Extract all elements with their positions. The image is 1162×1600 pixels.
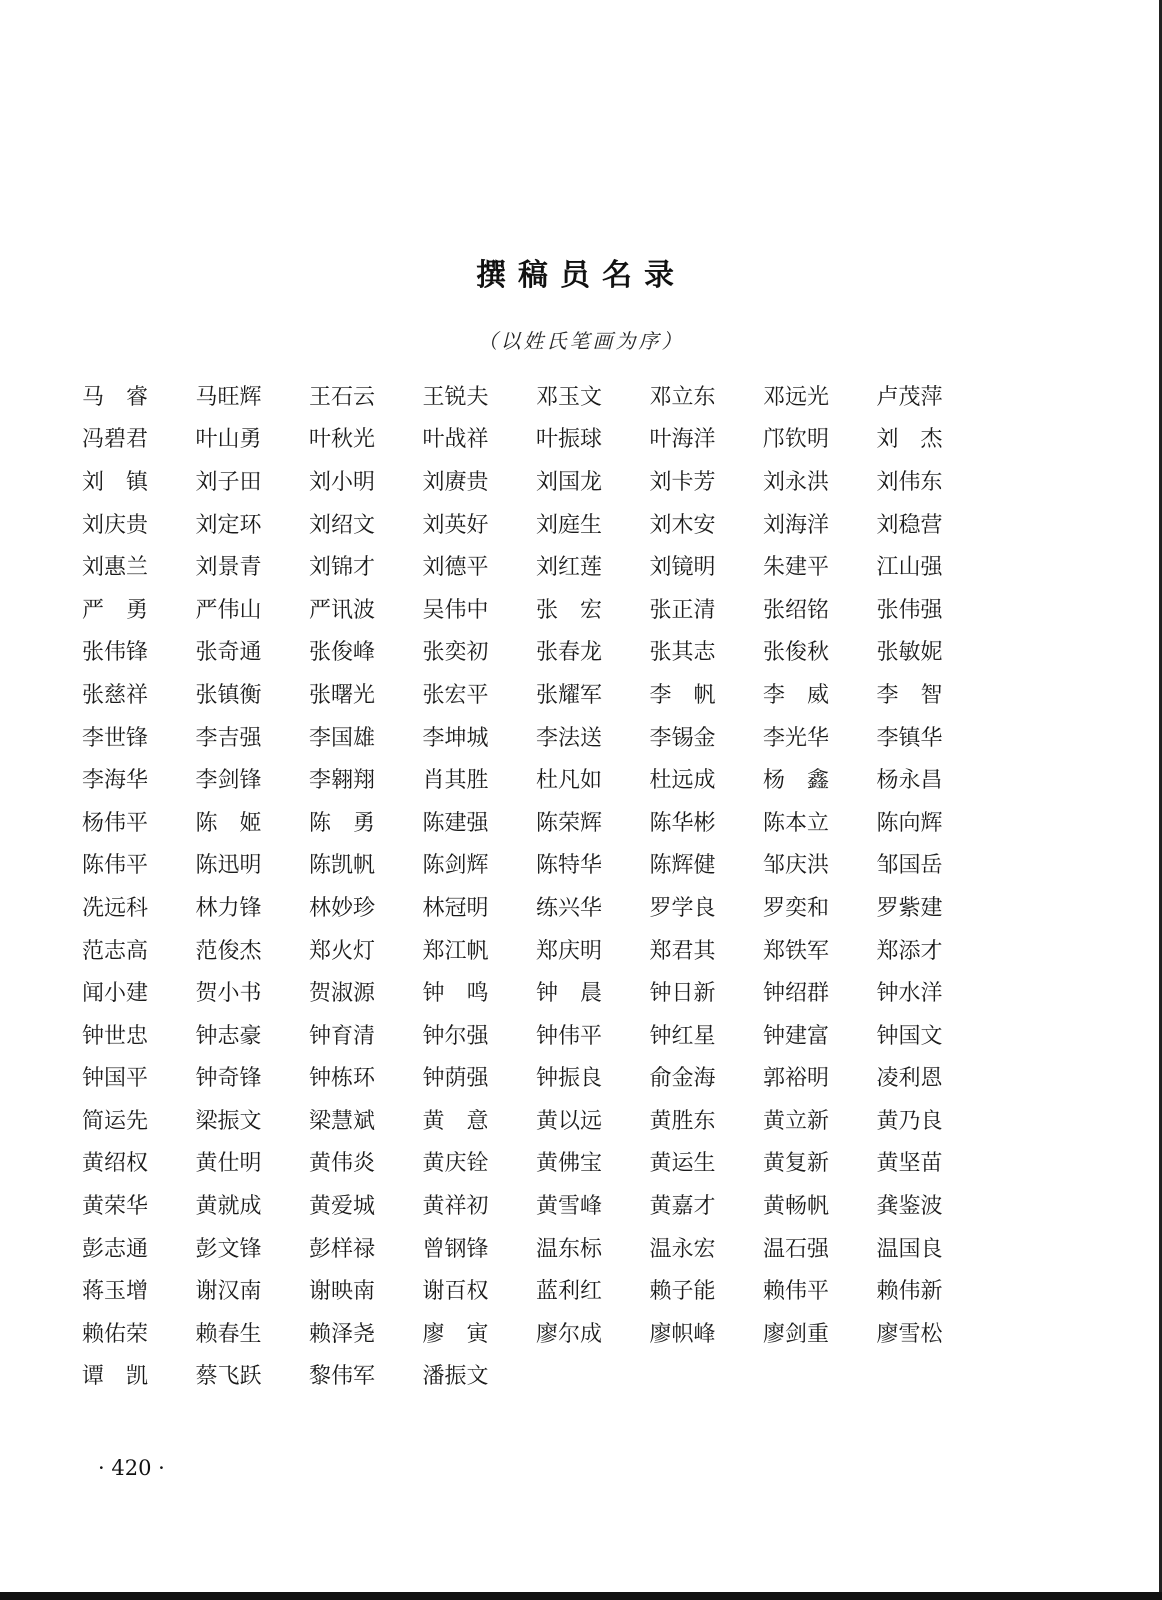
contributor-name: 刘惠兰 xyxy=(82,555,149,581)
name-row xyxy=(82,630,1082,673)
name-row xyxy=(82,1268,1082,1311)
contributor-name: 卢茂萍 xyxy=(876,384,943,410)
contributor-name: 杨永昌 xyxy=(876,768,943,794)
contributor-name: 温永宏 xyxy=(649,1236,716,1262)
contributor-name: 李 帆 xyxy=(649,682,716,708)
contributor-name: 谢汉南 xyxy=(195,1279,262,1305)
name-row xyxy=(82,715,1082,758)
scan-edge-bottom xyxy=(0,1592,1162,1600)
contributor-name: 叶秋光 xyxy=(309,427,376,453)
contributor-name: 温国良 xyxy=(876,1236,943,1262)
contributor-name: 赖泽尧 xyxy=(309,1321,376,1347)
contributor-name: 张慈祥 xyxy=(82,682,149,708)
contributor-name: 邹国岳 xyxy=(876,853,943,879)
contributor-name: 陈 勇 xyxy=(309,810,376,836)
contributor-name: 钟 晨 xyxy=(536,981,603,1007)
contributor-name: 张宏平 xyxy=(422,682,489,708)
name-row xyxy=(82,1226,1082,1269)
contributor-name: 刘红莲 xyxy=(536,555,603,581)
contributor-name: 钟绍群 xyxy=(763,981,830,1007)
contributor-name: 黎伟军 xyxy=(309,1364,376,1390)
contributor-name: 张奕初 xyxy=(422,640,489,666)
contributor-name: 李翱翔 xyxy=(309,768,376,794)
contributor-name: 黄佛宝 xyxy=(536,1151,603,1177)
contributor-name: 邓立东 xyxy=(649,384,716,410)
contributor-name: 闻小建 xyxy=(82,981,149,1007)
contributor-name: 陈迅明 xyxy=(195,853,262,879)
contributor-name: 梁振文 xyxy=(195,1108,262,1134)
contributor-name: 范志高 xyxy=(82,938,149,964)
contributor-name: 温石强 xyxy=(763,1236,830,1262)
contributor-name: 林力锋 xyxy=(195,895,262,921)
name-row xyxy=(82,459,1082,502)
contributor-name: 钟国平 xyxy=(82,1066,149,1092)
contributor-name: 刘稳营 xyxy=(876,512,943,538)
name-row xyxy=(82,970,1082,1013)
contributor-name: 刘庆贵 xyxy=(82,512,149,538)
name-row xyxy=(82,1013,1082,1056)
contributor-name: 李光华 xyxy=(763,725,830,751)
contributor-name: 张 宏 xyxy=(536,597,603,623)
contributor-name: 练兴华 xyxy=(536,895,603,921)
name-row xyxy=(82,1141,1082,1184)
contributor-name: 张耀军 xyxy=(536,682,603,708)
contributor-name: 廖尔成 xyxy=(536,1321,603,1347)
contributor-name: 刘海洋 xyxy=(763,512,830,538)
name-row xyxy=(82,757,1082,800)
contributor-name: 刘英好 xyxy=(422,512,489,538)
contributor-name: 刘景青 xyxy=(195,555,262,581)
name-row xyxy=(82,544,1082,587)
contributor-name: 黄绍权 xyxy=(82,1151,149,1177)
contributor-name: 王石云 xyxy=(309,384,376,410)
contributor-name: 刘 镇 xyxy=(82,469,149,495)
contributor-name: 黄复新 xyxy=(763,1151,830,1177)
contributor-name: 钟育清 xyxy=(309,1023,376,1049)
contributor-name: 黄仕明 xyxy=(195,1151,262,1177)
contributor-name: 罗学良 xyxy=(649,895,716,921)
contributor-name: 刘定环 xyxy=(195,512,262,538)
contributor-name: 钟水洋 xyxy=(876,981,943,1007)
contributor-name: 刘 杰 xyxy=(876,427,943,453)
contributor-name: 钟伟平 xyxy=(536,1023,603,1049)
contributor-name: 钟奇锋 xyxy=(195,1066,262,1092)
contributor-name: 刘赓贵 xyxy=(422,469,489,495)
contributor-name: 简运先 xyxy=(82,1108,149,1134)
contributor-name: 谢映南 xyxy=(309,1279,376,1305)
contributor-name: 叶山勇 xyxy=(195,427,262,453)
contributor-name: 蔡飞跃 xyxy=(195,1364,262,1390)
contributor-name: 谭 凯 xyxy=(82,1364,149,1390)
contributor-name: 邓远光 xyxy=(763,384,830,410)
contributor-name: 严伟山 xyxy=(195,597,262,623)
name-row xyxy=(82,885,1082,928)
contributor-name: 严讯波 xyxy=(309,597,376,623)
contributor-name: 贺小书 xyxy=(195,981,262,1007)
contributor-name: 黄伟炎 xyxy=(309,1151,376,1177)
contributor-name: 叶海洋 xyxy=(649,427,716,453)
contributor-name: 廖帜峰 xyxy=(649,1321,716,1347)
contributor-name: 张正清 xyxy=(649,597,716,623)
contributor-name: 黄以远 xyxy=(536,1108,603,1134)
contributor-name: 彭样禄 xyxy=(309,1236,376,1262)
contributor-name: 潘振文 xyxy=(422,1364,489,1390)
contributor-name: 李 威 xyxy=(763,682,830,708)
contributor-name: 罗奕和 xyxy=(763,895,830,921)
contributor-name: 钟建富 xyxy=(763,1023,830,1049)
contributor-name: 严 勇 xyxy=(82,597,149,623)
contributor-name: 黄祥初 xyxy=(422,1194,489,1220)
contributor-name: 赖伟平 xyxy=(763,1279,830,1305)
contributor-name: 凌利恩 xyxy=(876,1066,943,1092)
contributor-name: 蓝利红 xyxy=(536,1279,603,1305)
contributor-name: 叶振球 xyxy=(536,427,603,453)
contributor-name: 冼远科 xyxy=(82,895,149,921)
contributor-name: 黄爱城 xyxy=(309,1194,376,1220)
contributor-name: 赖伟新 xyxy=(876,1279,943,1305)
contributor-name: 黄坚苗 xyxy=(876,1151,943,1177)
contributor-name: 龚鉴波 xyxy=(876,1194,943,1220)
contributor-name: 黄胜东 xyxy=(649,1108,716,1134)
contributor-name: 梁慧斌 xyxy=(309,1108,376,1134)
name-row xyxy=(82,1311,1082,1354)
contributor-name: 李剑锋 xyxy=(195,768,262,794)
contributor-name: 李世锋 xyxy=(82,725,149,751)
contributor-name: 王锐夫 xyxy=(422,384,489,410)
contributor-name: 邓玉文 xyxy=(536,384,603,410)
contributor-name: 张其志 xyxy=(649,640,716,666)
contributor-name: 张俊秋 xyxy=(763,640,830,666)
contributor-name: 陈建强 xyxy=(422,810,489,836)
contributor-name: 张奇通 xyxy=(195,640,262,666)
contributor-name: 黄乃良 xyxy=(876,1108,943,1134)
contributor-name: 刘永洪 xyxy=(763,469,830,495)
contributor-name: 彭志通 xyxy=(82,1236,149,1262)
contributor-name: 杨伟平 xyxy=(82,810,149,836)
contributor-name: 彭文锋 xyxy=(195,1236,262,1262)
contributor-name: 黄畅帆 xyxy=(763,1194,830,1220)
contributor-name: 钟日新 xyxy=(649,981,716,1007)
contributor-name: 范俊杰 xyxy=(195,938,262,964)
contributor-name: 马 睿 xyxy=(82,384,149,410)
contributor-name: 钟荫强 xyxy=(422,1066,489,1092)
page-title: 撰稿员名录 xyxy=(476,258,686,293)
contributor-name: 黄 意 xyxy=(422,1108,489,1134)
contributor-name: 钟振良 xyxy=(536,1066,603,1092)
contributor-name: 邝钦明 xyxy=(763,427,830,453)
contributor-name: 刘小明 xyxy=(309,469,376,495)
contributor-name: 邹庆洪 xyxy=(763,853,830,879)
contributor-name: 钟国文 xyxy=(876,1023,943,1049)
contributor-name: 张伟锋 xyxy=(82,640,149,666)
contributor-name: 刘德平 xyxy=(422,555,489,581)
contributor-name: 陈剑辉 xyxy=(422,853,489,879)
name-row xyxy=(82,502,1082,545)
contributor-name: 赖春生 xyxy=(195,1321,262,1347)
name-row xyxy=(82,672,1082,715)
contributor-name: 郭裕明 xyxy=(763,1066,830,1092)
contributor-name: 刘木安 xyxy=(649,512,716,538)
contributor-name: 赖子能 xyxy=(649,1279,716,1305)
contributor-name: 郑铁军 xyxy=(763,938,830,964)
contributor-name: 刘国龙 xyxy=(536,469,603,495)
contributor-name: 杨 鑫 xyxy=(763,768,830,794)
contributor-name: 张伟强 xyxy=(876,597,943,623)
contributor-name: 李法送 xyxy=(536,725,603,751)
contributor-name: 俞金海 xyxy=(649,1066,716,1092)
contributor-name: 黄运生 xyxy=(649,1151,716,1177)
name-row xyxy=(82,1056,1082,1099)
contributor-name: 叶战祥 xyxy=(422,427,489,453)
contributor-name: 钟志豪 xyxy=(195,1023,262,1049)
contributor-name: 陈荣辉 xyxy=(536,810,603,836)
contributor-name: 李海华 xyxy=(82,768,149,794)
contributor-name: 钟尔强 xyxy=(422,1023,489,1049)
name-row xyxy=(82,374,1082,417)
contributor-name: 冯碧君 xyxy=(82,427,149,453)
contributor-name: 马旺辉 xyxy=(195,384,262,410)
contributor-name: 黄就成 xyxy=(195,1194,262,1220)
contributor-name: 陈本立 xyxy=(763,810,830,836)
contributor-name: 郑庆明 xyxy=(536,938,603,964)
contributor-name: 陈凯帆 xyxy=(309,853,376,879)
contributor-name: 张绍铭 xyxy=(763,597,830,623)
contributor-name: 林妙珍 xyxy=(309,895,376,921)
contributor-name: 黄庆铨 xyxy=(422,1151,489,1177)
contributor-name: 赖佑荣 xyxy=(82,1321,149,1347)
name-row xyxy=(82,1098,1082,1141)
contributor-name: 李吉强 xyxy=(195,725,262,751)
contributor-name: 钟世忠 xyxy=(82,1023,149,1049)
contributor-name: 陈辉健 xyxy=(649,853,716,879)
contributor-name: 廖剑重 xyxy=(763,1321,830,1347)
contributor-name: 张春龙 xyxy=(536,640,603,666)
contributor-name: 黄荣华 xyxy=(82,1194,149,1220)
contributor-name: 钟栋环 xyxy=(309,1066,376,1092)
contributor-name: 陈华彬 xyxy=(649,810,716,836)
contributor-name: 李 智 xyxy=(876,682,943,708)
contributor-name: 谢百权 xyxy=(422,1279,489,1305)
contributor-name: 江山强 xyxy=(876,555,943,581)
contributor-name: 温东标 xyxy=(536,1236,603,1262)
contributor-name: 廖 寅 xyxy=(422,1321,489,1347)
contributor-name: 朱建平 xyxy=(763,555,830,581)
name-row xyxy=(82,417,1082,460)
contributor-name: 刘子田 xyxy=(195,469,262,495)
contributor-name: 刘锦才 xyxy=(309,555,376,581)
contributor-name: 陈向辉 xyxy=(876,810,943,836)
contributor-name: 刘卡芳 xyxy=(649,469,716,495)
contributor-name: 罗紫建 xyxy=(876,895,943,921)
contributor-name: 黄嘉才 xyxy=(649,1194,716,1220)
name-row xyxy=(82,928,1082,971)
contributor-name: 钟 鸣 xyxy=(422,981,489,1007)
contributor-name: 肖其胜 xyxy=(422,768,489,794)
name-row xyxy=(82,843,1082,886)
contributor-name: 廖雪松 xyxy=(876,1321,943,1347)
contributor-name: 林冠明 xyxy=(422,895,489,921)
contributor-name: 郑君其 xyxy=(649,938,716,964)
contributor-name: 曾钢锋 xyxy=(422,1236,489,1262)
name-row xyxy=(82,800,1082,843)
contributor-name: 张镇衡 xyxy=(195,682,262,708)
contributor-name-list xyxy=(82,374,1082,1396)
contributor-name: 刘镜明 xyxy=(649,555,716,581)
contributor-name: 郑添才 xyxy=(876,938,943,964)
contributor-name: 张曙光 xyxy=(309,682,376,708)
contributor-name: 黄雪峰 xyxy=(536,1194,603,1220)
contributor-name: 郑火灯 xyxy=(309,938,376,964)
contributor-name: 钟红星 xyxy=(649,1023,716,1049)
contributor-name: 陈伟平 xyxy=(82,853,149,879)
contributor-name: 杜远成 xyxy=(649,768,716,794)
contributor-name: 郑江帆 xyxy=(422,938,489,964)
contributor-name: 陈 姬 xyxy=(195,810,262,836)
contributor-name: 黄立新 xyxy=(763,1108,830,1134)
contributor-name: 杜凡如 xyxy=(536,768,603,794)
contributor-name: 蒋玉增 xyxy=(82,1279,149,1305)
name-row xyxy=(82,1183,1082,1226)
contributor-name: 刘庭生 xyxy=(536,512,603,538)
contributor-name: 李国雄 xyxy=(309,725,376,751)
name-row xyxy=(82,587,1082,630)
page-number: · 420 · xyxy=(98,1456,165,1480)
contributor-name: 张俊峰 xyxy=(309,640,376,666)
contributor-name: 吴伟中 xyxy=(422,597,489,623)
contributor-name: 刘伟东 xyxy=(876,469,943,495)
contributor-name: 刘绍文 xyxy=(309,512,376,538)
name-row xyxy=(82,1354,1082,1397)
page-subtitle: （以姓氏笔画为序） xyxy=(477,329,685,353)
contributor-name: 李锡金 xyxy=(649,725,716,751)
contributor-name: 张敏妮 xyxy=(876,640,943,666)
contributor-name: 贺淑源 xyxy=(309,981,376,1007)
contributor-name: 李坤城 xyxy=(422,725,489,751)
contributor-name: 陈特华 xyxy=(536,853,603,879)
contributor-name: 李镇华 xyxy=(876,725,943,751)
